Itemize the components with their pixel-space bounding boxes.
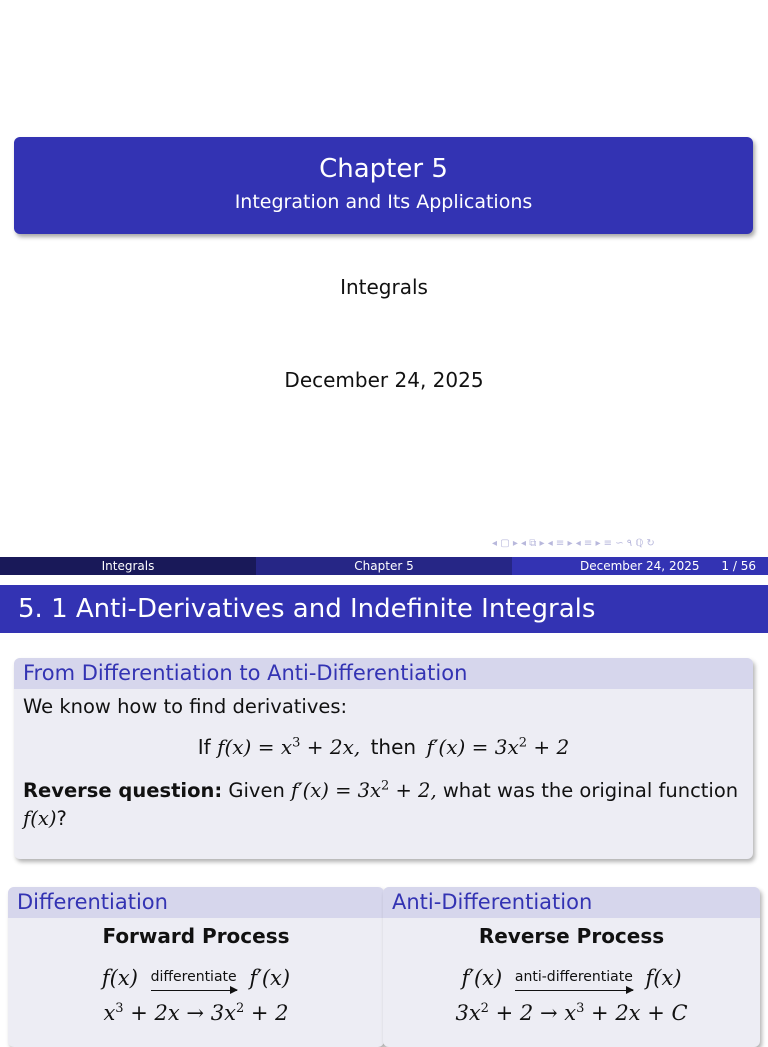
f-prime: f′(x) = 3x bbox=[426, 735, 519, 759]
from-expr: f(x) bbox=[101, 966, 138, 990]
column-title: Differentiation bbox=[8, 887, 384, 918]
author: Integrals bbox=[340, 275, 428, 299]
block-body bbox=[14, 689, 753, 837]
example-left-rest: + 2 bbox=[488, 1000, 534, 1025]
example-right: 3x bbox=[210, 1000, 236, 1025]
example-row bbox=[8, 1001, 384, 1025]
page-number: 1 / 56 bbox=[721, 559, 756, 573]
arrow-icon bbox=[515, 990, 633, 991]
footer-right bbox=[512, 557, 768, 575]
exponent: 3 bbox=[576, 1000, 585, 1016]
reverse-f-prime: f′(x) = 3x bbox=[291, 779, 382, 802]
arrow-icon: → bbox=[186, 1000, 205, 1025]
from-expr: f′(x) bbox=[461, 966, 503, 990]
example-left: x bbox=[103, 1000, 116, 1025]
example-right: x bbox=[564, 1000, 577, 1025]
question-mark: ? bbox=[56, 807, 67, 830]
derivative-equation bbox=[23, 733, 744, 761]
process-arrow-row bbox=[383, 966, 760, 991]
differentiation-block bbox=[8, 887, 384, 1047]
example-right-rest: + 2x + C bbox=[584, 1000, 688, 1025]
labeled-arrow bbox=[151, 968, 237, 991]
exponent: 2 bbox=[235, 1000, 245, 1016]
example-left-rest: + 2x bbox=[123, 1000, 180, 1025]
anti-differentiation-block bbox=[383, 887, 760, 1047]
process-label: Forward Process bbox=[102, 924, 290, 948]
block-title: From Differentiation to Anti-Differentiation bbox=[14, 658, 753, 689]
labeled-arrow bbox=[515, 968, 633, 991]
exponent: 2 bbox=[518, 735, 528, 751]
then-word: then bbox=[370, 735, 417, 759]
given-word: Given bbox=[228, 779, 285, 802]
example-left: 3x bbox=[455, 1000, 481, 1025]
reverse-question bbox=[23, 777, 744, 833]
example-right-rest: + 2 bbox=[244, 1000, 289, 1025]
footer-center: Chapter 5 bbox=[256, 557, 512, 575]
plus-2: + 2 bbox=[527, 735, 570, 759]
reverse-rest: what was the original function bbox=[442, 779, 739, 802]
reverse-label: Reverse question: bbox=[23, 779, 223, 802]
frame-title: 5. 1 Anti-Derivatives and Indefinite Integrals bbox=[0, 585, 768, 633]
title-block bbox=[14, 137, 753, 234]
arrow-icon: → bbox=[539, 1000, 558, 1025]
footer-left: Integrals bbox=[0, 557, 256, 575]
definition-block bbox=[14, 658, 753, 859]
f-of-x: f(x) = x bbox=[217, 735, 293, 759]
navigation-symbols[interactable]: ◂ ▢ ▸ ◂ ⧉ ▸ ◂ ≡ ▸ ◂ ≡ ▸ ≡ ∽ ٩ ℚ ↻ bbox=[492, 538, 655, 549]
intro-text: We know how to find derivatives: bbox=[23, 695, 348, 718]
if-word: If bbox=[197, 735, 211, 759]
reverse-plus-2: + 2, bbox=[389, 779, 437, 802]
column-title: Anti-Differentiation bbox=[383, 887, 760, 918]
arrow-icon bbox=[151, 990, 237, 991]
plus-2x: + 2x, bbox=[300, 735, 361, 759]
process-arrow-row bbox=[8, 966, 384, 991]
to-expr: f(x) bbox=[645, 966, 682, 990]
date: December 24, 2025 bbox=[284, 368, 484, 392]
slide-subtitle: Integration and Its Applications bbox=[234, 191, 533, 213]
exponent: 2 bbox=[381, 778, 390, 794]
exponent: 3 bbox=[115, 1000, 124, 1016]
arrow-label: differentiate bbox=[150, 968, 237, 985]
reverse-fx: f(x) bbox=[23, 807, 57, 830]
footer-bar bbox=[0, 557, 768, 575]
footer-date: December 24, 2025 bbox=[580, 559, 700, 573]
example-row bbox=[383, 1001, 760, 1025]
to-expr: f′(x) bbox=[249, 966, 291, 990]
process-label: Reverse Process bbox=[478, 924, 665, 948]
exponent: 3 bbox=[292, 735, 301, 751]
exponent: 2 bbox=[480, 1000, 489, 1016]
slide-title: Chapter 5 bbox=[319, 154, 448, 184]
arrow-label: anti-differentiate bbox=[514, 968, 633, 985]
